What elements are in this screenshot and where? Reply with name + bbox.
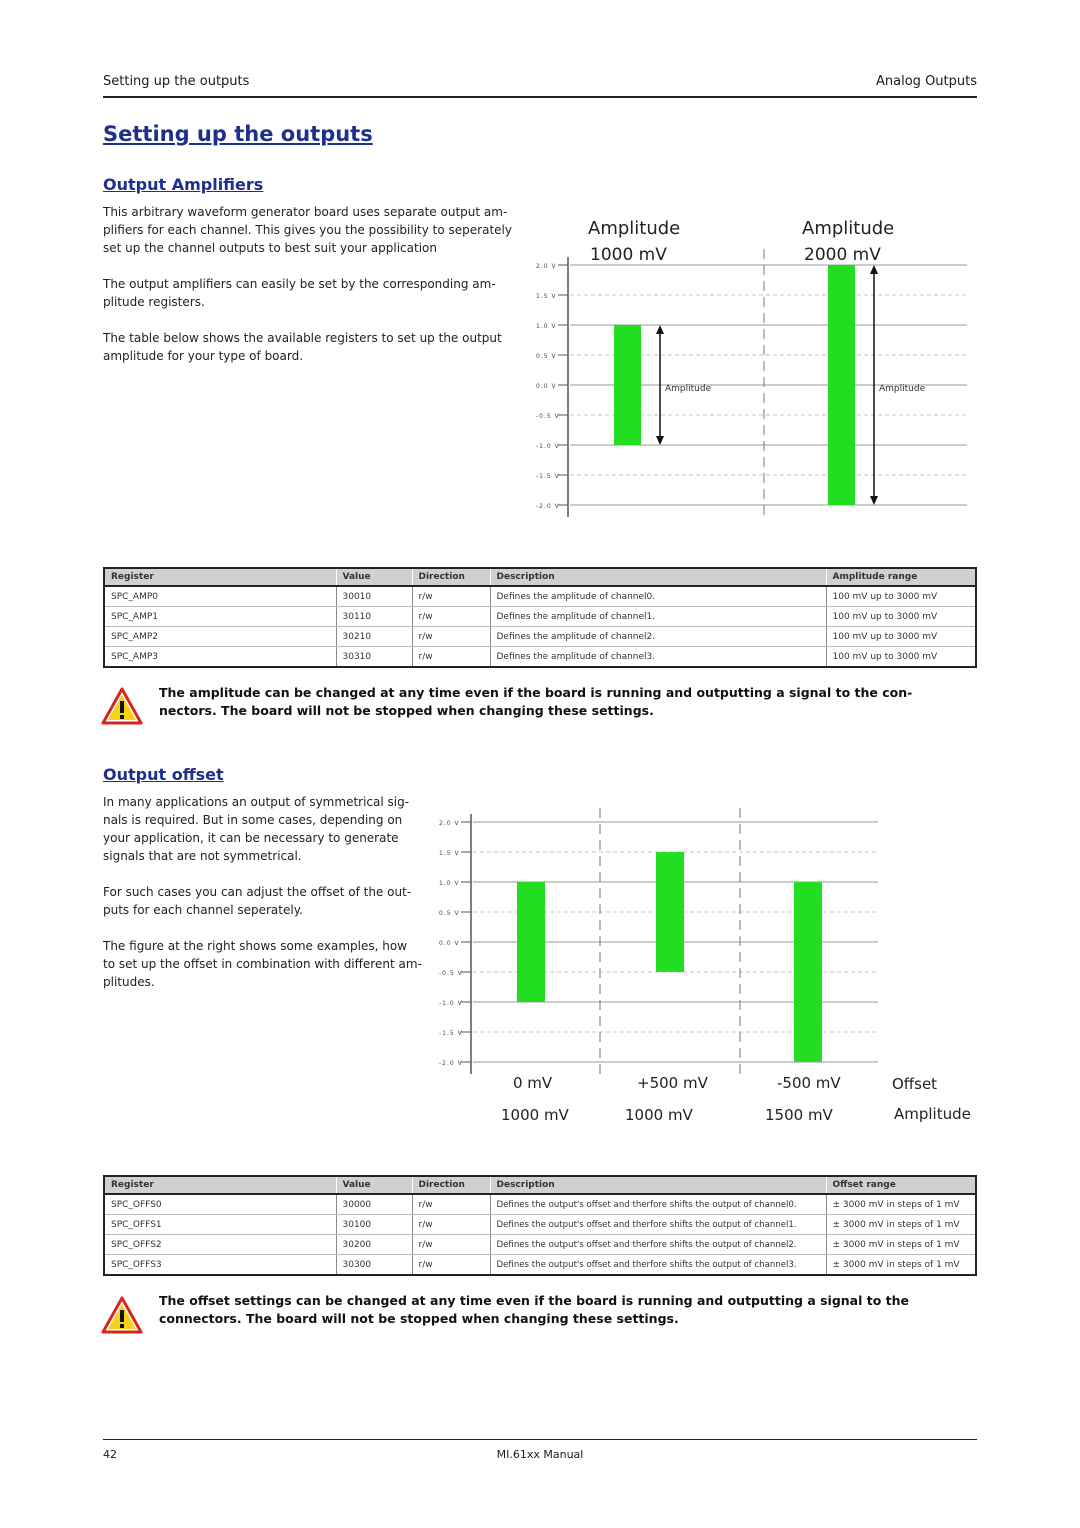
y-tick-label: -0.5 V [536, 413, 560, 420]
direction-cell: r/w [412, 1215, 490, 1235]
running-header-chapter: Analog Outputs [876, 74, 977, 89]
column-header: Amplitude range [826, 568, 976, 586]
offset-bar [517, 882, 545, 1002]
offset-chart [430, 800, 980, 1130]
y-tick-label: 1.5 V [536, 293, 557, 300]
y-tick-label: 1.0 V [536, 323, 557, 330]
offset-value-label: +500 mV [637, 1074, 708, 1092]
description-cell: Defines the amplitude of channel1. [490, 607, 826, 627]
table-row [104, 607, 976, 627]
offset-value-label: -500 mV [777, 1074, 841, 1092]
register-cell: SPC_AMP1 [104, 607, 336, 627]
amplitude-chart [530, 210, 980, 530]
offset-paragraph-2: For such cases you can adjust the offset of the out- puts for each channel seperately. [103, 885, 412, 917]
y-tick-label: 0.0 V [536, 383, 557, 390]
amplitude-value-label: 1500 mV [765, 1106, 833, 1124]
header-divider [103, 96, 977, 98]
offset-paragraph-3: The figure at the right shows some examples, how to set up the offset in combination with different am- plitudes. [103, 939, 422, 989]
arrow-head [656, 325, 664, 334]
register-cell: SPC_AMP0 [104, 586, 336, 607]
amplitude-register-table [103, 567, 977, 668]
y-tick-label: -1.0 V [439, 1000, 463, 1007]
table-row [104, 1215, 976, 1235]
direction-cell: r/w [412, 1235, 490, 1255]
y-tick-label: 0.5 V [536, 353, 557, 360]
description-cell: Defines the amplitude of channel3. [490, 647, 826, 668]
y-tick-label: 2.0 V [536, 263, 557, 270]
amplitude-value-label: 1000 mV [501, 1106, 569, 1124]
group-title: Amplitude [802, 218, 895, 239]
direction-cell: r/w [412, 1255, 490, 1276]
register-cell: SPC_OFFS0 [104, 1194, 336, 1215]
description-cell: Defines the output's offset and therfore shifts the output of channel3. [490, 1255, 826, 1276]
offset-paragraph-1: In many applications an output of symmetrical sig- nals is required. But in some cases, depending on your application, it can be necessary to generate signals that are not symmetrical. [103, 795, 410, 863]
column-header: Value [336, 1176, 412, 1194]
page-title: Setting up the outputs [103, 122, 373, 146]
range-cell: 100 mV up to 3000 mV [826, 586, 976, 607]
offset-text [103, 793, 423, 991]
amplifiers-text [103, 203, 523, 365]
value-cell: 30300 [336, 1255, 412, 1276]
amplitude-warning: The amplitude can be changed at any time even if the board is running and outputting a signal to the con- nectors. The board will not be stopped when changing these settings. [159, 685, 913, 718]
amplifiers-paragraph-1: This arbitrary waveform generator board uses separate output am- plifiers for each channel. This gives you the possibility to seperately set up the channel outputs to best suit your application [103, 205, 512, 255]
value-cell: 30110 [336, 607, 412, 627]
arrow-head [870, 265, 878, 274]
direction-cell: r/w [412, 1194, 490, 1215]
offset-value-label: 0 mV [513, 1074, 553, 1092]
y-tick-label: 0.5 V [439, 910, 460, 917]
page-number: 42 [103, 1448, 117, 1461]
arrow-label: Amplitude [879, 384, 926, 394]
range-cell: ± 3000 mV in steps of 1 mV [826, 1215, 976, 1235]
y-tick-label: 1.5 V [439, 850, 460, 857]
manual-name: MI.61xx Manual [496, 1448, 584, 1461]
value-cell: 30000 [336, 1194, 412, 1215]
arrow-head [870, 496, 878, 505]
offset-heading: Output offset [103, 765, 224, 784]
value-cell: 30010 [336, 586, 412, 607]
range-cell: ± 3000 mV in steps of 1 mV [826, 1235, 976, 1255]
direction-cell: r/w [412, 627, 490, 647]
value-cell: 30200 [336, 1235, 412, 1255]
offset-row-label: Offset [892, 1075, 938, 1093]
description-cell: Defines the output's offset and therfore shifts the output of channel1. [490, 1215, 826, 1235]
column-header: Direction [412, 568, 490, 586]
value-cell: 30310 [336, 647, 412, 668]
running-header-section: Setting up the outputs [103, 74, 250, 89]
register-cell: SPC_OFFS1 [104, 1215, 336, 1235]
amplitude-bar [828, 265, 855, 505]
range-cell: 100 mV up to 3000 mV [826, 607, 976, 627]
column-header: Direction [412, 1176, 490, 1194]
column-header: Value [336, 568, 412, 586]
table-row [104, 647, 976, 668]
description-cell: Defines the amplitude of channel2. [490, 627, 826, 647]
table-row [104, 586, 976, 607]
group-value-label: 2000 mV [804, 245, 881, 265]
amplifiers-paragraph-3: The table below shows the available registers to set up the output amplitude for your type of board. [103, 331, 502, 363]
arrow-label: Amplitude [665, 384, 712, 394]
table-header-row [104, 568, 976, 586]
description-cell: Defines the output's offset and therfore shifts the output of channel2. [490, 1235, 826, 1255]
arrow-head [656, 436, 664, 445]
column-header: Description [490, 568, 826, 586]
column-header: Register [104, 568, 336, 586]
offset-warning: The offset settings can be changed at any time even if the board is running and outputting a signal to the connectors. The board will not be stopped when changing these settings. [159, 1293, 910, 1326]
register-cell: SPC_AMP3 [104, 647, 336, 668]
range-cell: ± 3000 mV in steps of 1 mV [826, 1255, 976, 1276]
footer-divider [103, 1439, 977, 1440]
table-header-row [104, 1176, 976, 1194]
warning-icon [101, 687, 143, 725]
y-tick-label: -0.5 V [439, 970, 463, 977]
amplifiers-paragraph-2: The output amplifiers can easily be set by the corresponding am- plitude registers. [103, 277, 496, 309]
description-cell: Defines the output's offset and therfore shifts the output of channel0. [490, 1194, 826, 1215]
column-header: Offset range [826, 1176, 976, 1194]
range-cell: 100 mV up to 3000 mV [826, 647, 976, 668]
column-header: Register [104, 1176, 336, 1194]
register-cell: SPC_OFFS3 [104, 1255, 336, 1276]
table-row [104, 1235, 976, 1255]
warning-icon [101, 1296, 143, 1334]
table-row [104, 627, 976, 647]
value-cell: 30100 [336, 1215, 412, 1235]
y-tick-label: -1.5 V [536, 473, 560, 480]
y-tick-label: 1.0 V [439, 880, 460, 887]
y-tick-label: 0.0 V [439, 940, 460, 947]
y-tick-label: 2.0 V [439, 820, 460, 827]
direction-cell: r/w [412, 607, 490, 627]
amplitude-row-label: Amplitude [894, 1105, 971, 1123]
column-header: Description [490, 1176, 826, 1194]
amplitude-bar [614, 325, 641, 445]
range-cell: ± 3000 mV in steps of 1 mV [826, 1194, 976, 1215]
table-row [104, 1255, 976, 1276]
direction-cell: r/w [412, 647, 490, 668]
register-cell: SPC_OFFS2 [104, 1235, 336, 1255]
y-tick-label: -2.0 V [536, 503, 560, 510]
range-cell: 100 mV up to 3000 mV [826, 627, 976, 647]
description-cell: Defines the amplitude of channel0. [490, 586, 826, 607]
amplifiers-heading: Output Amplifiers [103, 175, 264, 194]
offset-bar [656, 852, 684, 972]
group-title: Amplitude [588, 218, 681, 239]
table-row [104, 1194, 976, 1215]
y-tick-label: -1.0 V [536, 443, 560, 450]
amplitude-value-label: 1000 mV [625, 1106, 693, 1124]
register-cell: SPC_AMP2 [104, 627, 336, 647]
y-tick-label: -1.5 V [439, 1030, 463, 1037]
group-value-label: 1000 mV [590, 245, 667, 265]
offset-bar [794, 882, 822, 1062]
value-cell: 30210 [336, 627, 412, 647]
y-tick-label: -2.0 V [439, 1060, 463, 1067]
direction-cell: r/w [412, 586, 490, 607]
offset-register-table [103, 1175, 977, 1276]
